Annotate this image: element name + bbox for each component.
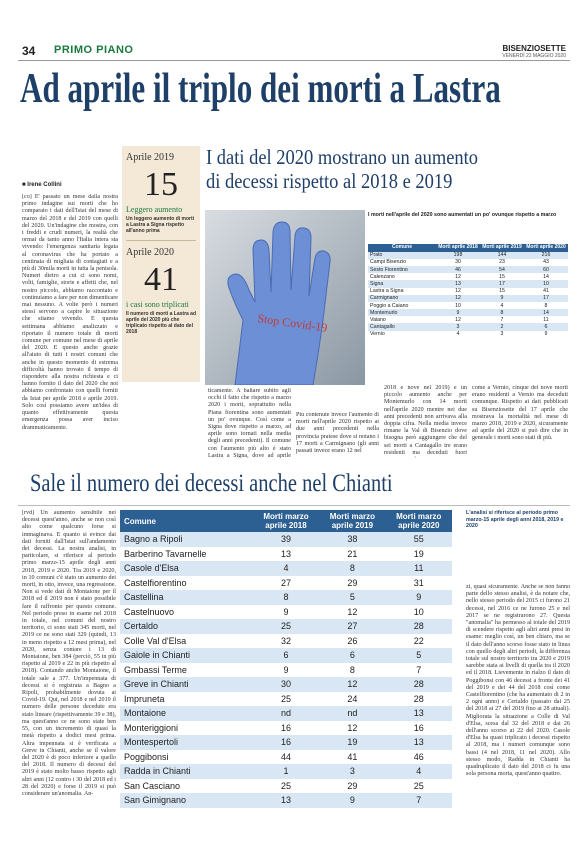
cell-comune: Vernio — [368, 331, 436, 338]
cell-value: 9 — [524, 331, 568, 338]
cell-value: 27 — [319, 619, 385, 634]
article-column-5: come a Vernio, cinque dei nove morti erano residenti a Vernio ma deceduti comunque. Rispetto ai dati pubblicati su Bisenziosette del 17 aprile che mostrava la mortalità nel mese di marzo 2018, 2019 e 2020, sicuramente ad aprile del 2020 si può dire che in generale i morti sono stati di più. — [472, 385, 568, 442]
table2-row — [120, 605, 452, 620]
table1-header-2020: Morti aprile 2020 — [524, 244, 568, 252]
cell-value: 46 — [436, 266, 480, 273]
table2-caption: L'analisi si riferisce al periodo primo marzo-15 aprile degli anni 2018, 2019 e 2020 — [466, 510, 564, 529]
cell-value: nd — [319, 706, 385, 721]
cell-value: 16 — [253, 735, 319, 750]
cell-comune: Campi Bisenzio — [368, 259, 436, 266]
cell-comune: Monteriggioni — [120, 721, 253, 736]
table2-row — [120, 547, 452, 562]
cell-value: 12 — [436, 316, 480, 323]
table1-caption: I morti nell'aprile del 2020 sono aumentati un po' ovunque rispetto a marzo — [368, 212, 557, 218]
cell-comune: Greve in Chianti — [120, 677, 253, 692]
cell-value: 4 — [253, 561, 319, 576]
cell-value: 12 — [436, 273, 480, 280]
table1-header-2019: Morti aprile 2019 — [480, 244, 524, 252]
cell-value: 27 — [253, 576, 319, 591]
stats-infobox — [122, 146, 200, 382]
cell-value: 39 — [253, 532, 319, 547]
subheadline-line-1: I dati del 2020 mostrano un aumento — [206, 145, 479, 169]
cell-comune: Calenzano — [368, 273, 436, 280]
cell-value: 30 — [253, 677, 319, 692]
cell-value: 9 — [253, 605, 319, 620]
infobox-label-2019: Leggero aumento — [126, 205, 183, 214]
cell-comune: Casole d'Elsa — [120, 561, 253, 576]
cell-value: 15 — [480, 273, 524, 280]
cell-comune: Castellina — [120, 590, 253, 605]
cell-value: 55 — [386, 532, 452, 547]
table1-header-2018: Morti aprile 2018 — [436, 244, 480, 252]
cell-comune: Prato — [368, 252, 436, 259]
subheadline-line-2: di decessi rispetto al 2018 e 2019 — [206, 169, 453, 193]
cell-value: 41 — [524, 288, 568, 295]
cell-value: 8 — [480, 309, 524, 316]
table2-row — [120, 764, 452, 779]
page-number: 34 — [22, 44, 36, 58]
table2-row — [120, 634, 452, 649]
byline-author: Irene Collini — [27, 182, 62, 188]
cell-value: 9 — [436, 309, 480, 316]
cell-value: 12 — [319, 677, 385, 692]
cell-value: 14 — [524, 309, 568, 316]
cell-value: 9 — [480, 295, 524, 302]
cell-value: 9 — [253, 663, 319, 678]
cell-comune: Vaiano — [368, 316, 436, 323]
table2-row — [120, 692, 452, 707]
table2-header-row — [120, 510, 452, 532]
cell-value: 54 — [480, 266, 524, 273]
cell-value: 26 — [319, 634, 385, 649]
header-rule — [18, 60, 570, 61]
table2-header-2018: Morti marzo aprile 2018 — [253, 510, 319, 532]
cell-value: 4 — [436, 331, 480, 338]
cell-comune: Lastra a Signa — [368, 288, 436, 295]
cell-value: 4 — [386, 764, 452, 779]
cell-value: 12 — [436, 288, 480, 295]
table2-row — [120, 750, 452, 765]
cell-value: 1 — [253, 764, 319, 779]
article-column-1: [co] E' passato un mese dalla nostra primo indagine sui morti che ho comparato i dati dell'Istat del mese di marzo del 2018 e del 2019 con quelli del 2020. Un'indagine che mostra, con i freddi e crudi numeri, la realtà che ormai da tanto anno l'Italia intera sta vivendo: l'emergenza sanitaria legata al coronavirus che ha portato a centinaia di migliaia di contagiati e a più di 30mila morti in tutta la penisola. Numeri dietro a cui ci sono nomi, volti, famiglie, storie e affetti che, nel nostro piccolo, abbiamo raccontato e continuiamo a fare per non dimenticare mai nessuno. A volte però i numeri stessi servono a capire le situazione che stiamo vivendo. E questa settimana abbiamo analizzato e riportato il numero totale di morti comune per comune nel mese di aprile del 2020. E questo anche grazie all'aiuto di tutti i nostri comuni che anche in questo momento di estrema difficoltà hanno trovato il tempo di rispondere alla nostra richiesta e ci hanno fornito il dato del 2020 che noi abbiamo confrontato con quelli forniti da Istat per aprile 2018 e aprile 2019. Solo così possiamo avere un'idea di quanto effettivamente questa emergenza possa aver inciso drammaticamente. — [22, 194, 118, 431]
article-column-2: ticamente. A baltare subito agli occhi il fatto che rispetto a marzo 2020 i morti, soprattutto nella Piana fiorentina sono aumentati un po' ovunque. Così come a Signa dove rispetto a marzo, ad aprile sono tornati nella media degli anni precedenti). Il comune con l'aumento più alto è stato Lastra a Signa, dove ad aprile — [208, 388, 291, 458]
cell-value: 23 — [480, 259, 524, 266]
cell-value: 16 — [386, 721, 452, 736]
infobox-year-2019: Aprile 2019 — [126, 152, 175, 163]
cell-comune: Montemurlo — [368, 309, 436, 316]
cell-comune: Gmbassi Terme — [120, 663, 253, 678]
infobox-label-2020: i casi sono triplicati — [126, 300, 189, 309]
cell-value: 6 — [253, 648, 319, 663]
cell-comune: San Casciano — [120, 779, 253, 794]
table2-row — [120, 677, 452, 692]
glove-illustration — [205, 210, 365, 385]
cell-value: 216 — [524, 252, 568, 259]
cell-value: 3 — [436, 323, 480, 330]
table2-row — [120, 576, 452, 591]
glove-photo — [205, 210, 365, 385]
byline-marker: ■ — [22, 182, 28, 188]
cell-value: 11 — [386, 561, 452, 576]
cell-value: 28 — [386, 677, 452, 692]
cell-value: 44 — [253, 750, 319, 765]
cell-value: 28 — [386, 692, 452, 707]
cell-value: 13 — [253, 793, 319, 808]
cell-value: 16 — [253, 721, 319, 736]
cell-value: 144 — [480, 252, 524, 259]
cell-value: 25 — [386, 779, 452, 794]
table2-header-2020: Morti marzo aprile 2020 — [386, 510, 452, 532]
cell-value: 28 — [386, 619, 452, 634]
article-column-7: zi, quasi sicuramente. Anche se non fanno parte dello stesso analisi, è da notare che, nello stesso periodo del 2015 ci furono 21 decessi, nel 2016 ce ne furono 25 e nel 2017 se ne registrarono 27. Questa "anomalia" ha permesso al totale del 2019 di scendere rispetto agli altri anni presi in esame: meglio così, un ben chiaro, ma se il dato dell'anno scorso fosse stato in linea con quello degli altri periodi, la differenza totale sul nostro territorio tra 2020 e 2019 sarebbe stata ai livelli di quella tra il 2020 ed il 2018. Lievemente in rialzo il dato di Poggibonsi con 46 decessi a fronte dei 41 del 2019 e dei 44 del 2018 così come Castelfiorentino (che ha aumentato di 2 in 2 ogni anno) e Certaldo (passato dai 25 del 2018 ai 27 del 2019 fino ai 28 attuali). Migliorata la situazione a Colle di Val d'Elsa, scesa dal 32 del 2018 e dai 26 dell'anno scorso ai 22 del 2020. Casole d'Elsa ha quasi triplicato i decessi rispetto al 2018, ma i numeri comunque sono bassi (4 nel 2018, 11 nel 2020). Allo stesso modo, Radda in Chianti ha quadruplicato il dato del 2018 ci fu una sola persona morta, quest'anno quattro. — [466, 584, 570, 778]
cell-value: 10 — [524, 280, 568, 287]
cell-value: 7 — [386, 793, 452, 808]
table2-header-comune: Comune — [120, 510, 253, 532]
table2-row — [120, 779, 452, 794]
table1-row — [368, 280, 568, 287]
cell-value: 31 — [386, 576, 452, 591]
newspaper-brand: BISENZIOSETTE — [502, 44, 566, 53]
cell-value: 17 — [480, 280, 524, 287]
table2-row — [120, 706, 452, 721]
cell-value: 13 — [386, 706, 452, 721]
cell-value: 8 — [524, 302, 568, 309]
cell-value: 7 — [386, 663, 452, 678]
cell-value: 29 — [319, 779, 385, 794]
cell-value: 9 — [319, 793, 385, 808]
cell-comune: Barberino Tavarnelle — [120, 547, 253, 562]
main-headline: Ad aprile il triplo dei morti a Lastra — [20, 66, 501, 112]
table1-row — [368, 288, 568, 295]
table2-row — [120, 532, 452, 547]
table2-row — [120, 735, 452, 750]
cell-comune: Impruneta — [120, 692, 253, 707]
cell-value: 43 — [524, 259, 568, 266]
cell-value: 13 — [386, 735, 452, 750]
cell-value: 17 — [524, 295, 568, 302]
article-column-3: Più contenute invece l'aumento di morti nell'aprile 2020 rispetto ai due anni precedenti nella provincia pratese dove si notano i 17 morti a Carmignano (gli anni passati invece erano 12 nel — [296, 412, 379, 455]
cell-value: 8 — [319, 663, 385, 678]
cell-value: 30 — [436, 259, 480, 266]
table1-row — [368, 252, 568, 259]
cell-value: 4 — [480, 302, 524, 309]
cell-comune: Certaldo — [120, 619, 253, 634]
cell-value: 5 — [386, 648, 452, 663]
cell-comune: Cantagallo — [368, 323, 436, 330]
cell-value: 22 — [386, 634, 452, 649]
table1-row — [368, 273, 568, 280]
cell-value: 12 — [319, 721, 385, 736]
infobox-number-2019: 15 — [144, 166, 178, 203]
table2-row — [120, 663, 452, 678]
issue-date: VENERDÌ 22 MAGGIO 2020 — [502, 53, 566, 59]
cell-value: 9 — [386, 590, 452, 605]
cell-value: 8 — [253, 590, 319, 605]
infobox-desc-2019: Un leggero aumento di morti a Lastra a Signa rispetto all'anno prima — [126, 216, 195, 234]
cell-comune: Gaiole in Chianti — [120, 648, 253, 663]
table2-row — [120, 590, 452, 605]
cell-value: 2 — [480, 323, 524, 330]
cell-value: 3 — [319, 764, 385, 779]
cell-comune: Poggibonsi — [120, 750, 253, 765]
table2-row — [120, 721, 452, 736]
cell-value: 11 — [524, 316, 568, 323]
table2-row — [120, 561, 452, 576]
cell-value: 10 — [386, 605, 452, 620]
byline — [22, 182, 62, 188]
cell-value: 5 — [319, 590, 385, 605]
cell-value: 7 — [480, 316, 524, 323]
cell-comune: Signa — [368, 280, 436, 287]
cell-value: 15 — [480, 288, 524, 295]
table1-row — [368, 259, 568, 266]
cell-value: 13 — [253, 547, 319, 562]
article-column-4: 2018 e nove nel 2019) e un piccolo aumento anche per Montemurlo con 14 morti nell'aprile 2020 mentre nei due anni precedenti non arrivava alla doppia cifra. Nella media invece rimane la Val di Bisenzio dove bisogna però aggiungere che del sei morti a Cantagallo tre erano residenti ma deceduti fuori — [384, 385, 467, 456]
cell-value: 21 — [319, 547, 385, 562]
cell-value: 13 — [436, 280, 480, 287]
table2-header-2019: Morti marzo aprile 2019 — [319, 510, 385, 532]
cell-comune: Castelfiorentino — [120, 576, 253, 591]
table1-row — [368, 316, 568, 323]
cell-value: 6 — [319, 648, 385, 663]
cell-value: 38 — [319, 532, 385, 547]
cell-comune: Montaione — [120, 706, 253, 721]
cell-value: 10 — [436, 302, 480, 309]
infobox-year-2020: Aprile 2020 — [126, 247, 175, 258]
cell-comune: Castelnuovo — [120, 605, 253, 620]
cell-value: 60 — [524, 266, 568, 273]
cell-value: 12 — [319, 605, 385, 620]
cell-value: 8 — [319, 561, 385, 576]
cell-value: 25 — [253, 692, 319, 707]
cell-comune: Colle Val d'Elsa — [120, 634, 253, 649]
table1-row — [368, 302, 568, 309]
section-label: PRIMO PIANO — [54, 44, 134, 56]
cell-value: 25 — [253, 779, 319, 794]
cell-value: 12 — [436, 295, 480, 302]
cell-comune: Carmignano — [368, 295, 436, 302]
cell-value: 19 — [386, 547, 452, 562]
table-march-april-deaths — [120, 510, 452, 808]
infobox-desc-2020: Il numero di morti a Lastra ad aprile del 2020 più che triplicato rispetto al dato del 2018 — [126, 311, 197, 335]
table2-row — [120, 648, 452, 663]
cell-value: 41 — [319, 750, 385, 765]
cell-comune: San Gimignano — [120, 793, 253, 808]
table1-row — [368, 309, 568, 316]
cell-value: 19 — [319, 735, 385, 750]
cell-comune: Montespertoli — [120, 735, 253, 750]
table2-row — [120, 793, 452, 808]
second-headline: Sale il numero dei decessi anche nel Chianti — [30, 470, 393, 497]
cell-value: nd — [253, 706, 319, 721]
section-divider — [18, 505, 570, 506]
cell-value: 3 — [480, 331, 524, 338]
subheadline — [206, 145, 523, 193]
cell-value: 29 — [319, 576, 385, 591]
table1-row — [368, 295, 568, 302]
cell-comune: Radda in Chianti — [120, 764, 253, 779]
cell-comune: Poggio a Caiano — [368, 302, 436, 309]
cell-value: 32 — [253, 634, 319, 649]
cell-comune: Sesto Fiorentino — [368, 266, 436, 273]
infobox-number-2020: 41 — [144, 261, 178, 298]
cell-value: 198 — [436, 252, 480, 259]
glove-text: Stop Covid-19 — [256, 311, 329, 335]
table1-row — [368, 331, 568, 338]
table1-row — [368, 323, 568, 330]
cell-value: 46 — [386, 750, 452, 765]
cell-value: 6 — [524, 323, 568, 330]
table2-row — [120, 619, 452, 634]
cell-value: 25 — [253, 619, 319, 634]
table1-header-comune: Comune — [368, 244, 436, 252]
infobox-divider — [126, 240, 196, 241]
cell-comune: Bagno a Ripoli — [120, 532, 253, 547]
cell-value: 24 — [319, 692, 385, 707]
table1-row — [368, 266, 568, 273]
cell-value: 14 — [524, 273, 568, 280]
article-column-6: [rvd] Un aumento sensibile nei decessi quest'anno, anche se non così alto come qualcuno forse si immaginava. E quanto si evince dai dati forniti dall'Istat sull'andamento dei decessi. La nostra analisi, in particolare, si riferisce al periodo primo marzo-15 aprile degli anni 2018, 2019 e 2020. Tra 2019 e 2020, in 10 comuni c'è stato un aumento dei morti, in otto, invece, una regressione. Non si vede dati di Montaione per il 2018 ed il 2019 non è stato possibile fare il raffronto per questo comune. Nel periodo preso in esame nel 2018 in totale, nel comuni del nostro territorio, ci sono stati 345 morti, nel 2019 ce ne sono stati 329 (quindi, 13 in meno rispetto a 12 mesi prima), nel 2020, senza contare i 13 di Montaione, ben 384 (perciò, 55 in più rispetto al 2019 e 22 in più rispetto al 2018). Contando anche Montaione, il totale sale a 377. Un'impennata di decessi si è registrata a Bagno a Ripoli, probabilmente dovuta ai Covid-19. Qui, nel 2018 e nel 2019 il numero delle persone decedute era stato lineare (rispettivamente 39 e 38), ma quest'anno ce ne sono state ben 55, con un incremento di quasi la metà rispetto a dodici mesi prima. Altra impennata si è verificata a Greve in Chianti, anche se il valore del 2020 è di poco inferiore a quello del 2018. Il numero di decessi del 2019 è stato molto basso rispetto agli altri anni (12 contro i 30 del 2018 ed i 28 del 2020) e forse il 2019 si può considerare un'anomalia. An- — [22, 510, 116, 797]
table-april-deaths — [368, 244, 568, 338]
table1-header-row — [368, 244, 568, 252]
